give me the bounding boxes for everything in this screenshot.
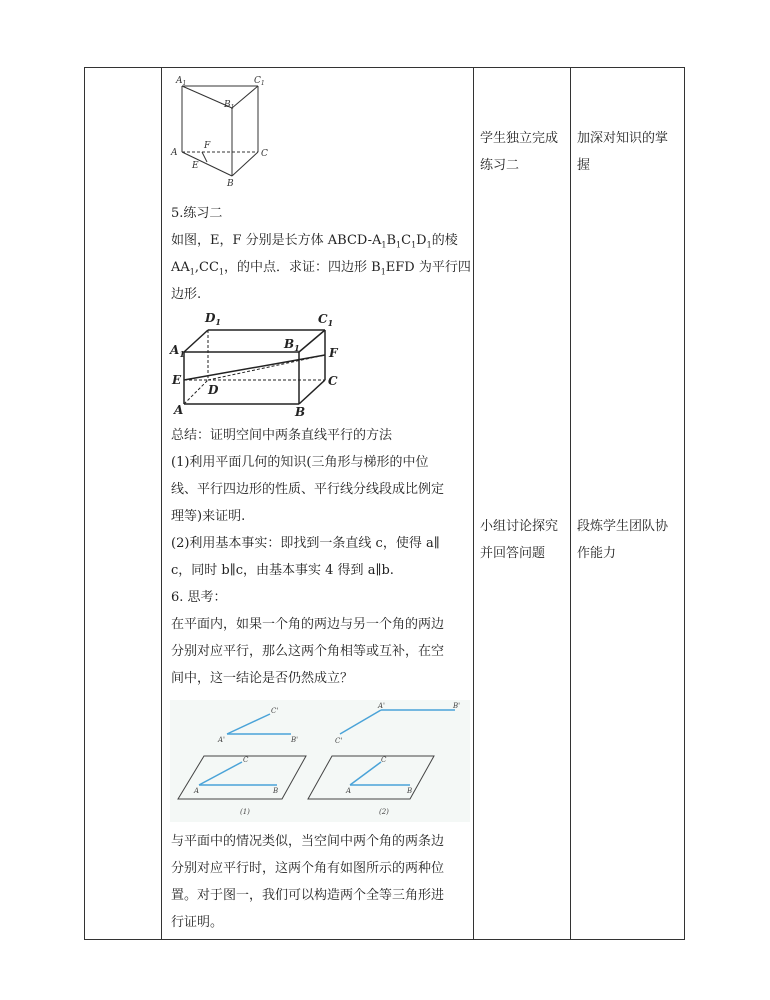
label-a-2: A <box>346 787 352 795</box>
label-c-1: C <box>243 756 249 764</box>
label-f: F <box>204 141 211 151</box>
design-intent-2-line2: 作能力 <box>577 546 617 561</box>
label-d1: $D_1$ <box>205 311 221 327</box>
column-divider-1 <box>161 67 162 940</box>
angle-figure <box>170 700 470 822</box>
label-b: B <box>295 405 306 419</box>
student-activity-2-line2: 并回答问题 <box>480 546 546 561</box>
design-intent-2-line1: 段炼学生团队协 <box>577 519 669 534</box>
section5-heading: 5.练习二 <box>171 206 223 221</box>
label-a-prime-1: A' <box>218 736 225 744</box>
column-divider-3 <box>570 67 571 940</box>
label-b: B <box>227 179 234 189</box>
label-b-2: B <box>407 787 413 795</box>
conclusion-line1: 与平面中的情况类似，当空间中两个角的两条边 <box>171 834 445 849</box>
table-right-border <box>684 67 685 940</box>
label-c: C <box>328 374 338 388</box>
section5-line2: $AA_1,CC_1$，的中点．求证：四边形 $B_1EFD$ 为平行四 <box>171 260 471 277</box>
label-a-1: A <box>194 787 200 795</box>
label-b-1: B <box>273 787 279 795</box>
cuboid-figure <box>168 308 358 420</box>
conclusion-line2: 分别对应平行时，这两个角有如图所示的两种位 <box>171 861 445 876</box>
prism-figure <box>166 72 276 192</box>
student-activity-1-line1: 学生独立完成 <box>480 131 559 146</box>
student-activity-1-line2: 练习二 <box>480 158 520 173</box>
student-activity-2-line1: 小组讨论探究 <box>480 519 559 534</box>
caption-2: (2) <box>379 808 389 816</box>
label-c: C <box>261 149 268 159</box>
section5-line3: 边形. <box>171 287 202 302</box>
column-divider-2 <box>473 67 474 940</box>
table-left-border <box>84 67 85 940</box>
summary-title: 总结：证明空间中两条直线平行的方法 <box>171 428 393 443</box>
label-a: A <box>174 403 184 417</box>
label-b-prime-2: B' <box>453 702 461 710</box>
label-c-prime-2: C' <box>335 737 343 745</box>
label-e: E <box>172 373 182 387</box>
summary-p1-line2: 线、平行四边形的性质、平行线分线段成比例定 <box>171 482 445 497</box>
label-d: D <box>208 383 219 397</box>
label-b-prime-1: B' <box>291 736 299 744</box>
label-c-2: C <box>381 756 387 764</box>
design-intent-1-line1: 加深对知识的掌 <box>577 131 669 146</box>
label-a1: $A_1$ <box>170 343 185 359</box>
label-b1: $B_1$ <box>224 100 235 111</box>
label-c1: $C_1$ <box>254 76 265 87</box>
section6-line3: 间中，这一结论是否仍然成立？ <box>171 671 354 686</box>
label-f: F <box>329 346 338 360</box>
summary-p2-line1: (2)利用基本事实：即找到一条直线 c，使得 a∥ <box>171 536 440 551</box>
conclusion-line4: 行证明。 <box>171 915 224 930</box>
section6-heading: 6. 思考： <box>171 590 227 605</box>
summary-p1-line1: (1)利用平面几何的知识(三角形与梯形的中位 <box>171 455 429 470</box>
section6-line2: 分别对应平行，那么这两个角相等或互补，在空 <box>171 644 445 659</box>
section5-line1: 如图，E，F 分别是长方体 ABCD-$A_1B_1C_1D_1$的棱 <box>171 233 458 250</box>
summary-p1-line3: 理等)来证明. <box>171 509 246 524</box>
label-a-prime-2: A' <box>378 702 385 710</box>
label-c1: $C_1$ <box>318 312 334 328</box>
caption-1: (1) <box>240 808 250 816</box>
label-a1: $A_1$ <box>176 76 187 87</box>
design-intent-1-line2: 握 <box>577 158 591 173</box>
conclusion-line3: 置。对于图一，我们可以构造两个全等三角形进 <box>171 888 445 903</box>
label-b1: $B_1$ <box>284 337 300 353</box>
label-a: A <box>171 148 178 158</box>
table-bottom-border <box>84 939 685 940</box>
label-c-prime-1: C' <box>271 707 279 715</box>
section6-line1: 在平面内，如果一个角的两边与另一个角的两边 <box>171 617 445 632</box>
table-top-border <box>84 67 685 68</box>
label-e: E <box>192 161 199 171</box>
summary-p2-line2: c，同时 b∥c，由基本事实 4 得到 a∥b. <box>171 563 394 578</box>
